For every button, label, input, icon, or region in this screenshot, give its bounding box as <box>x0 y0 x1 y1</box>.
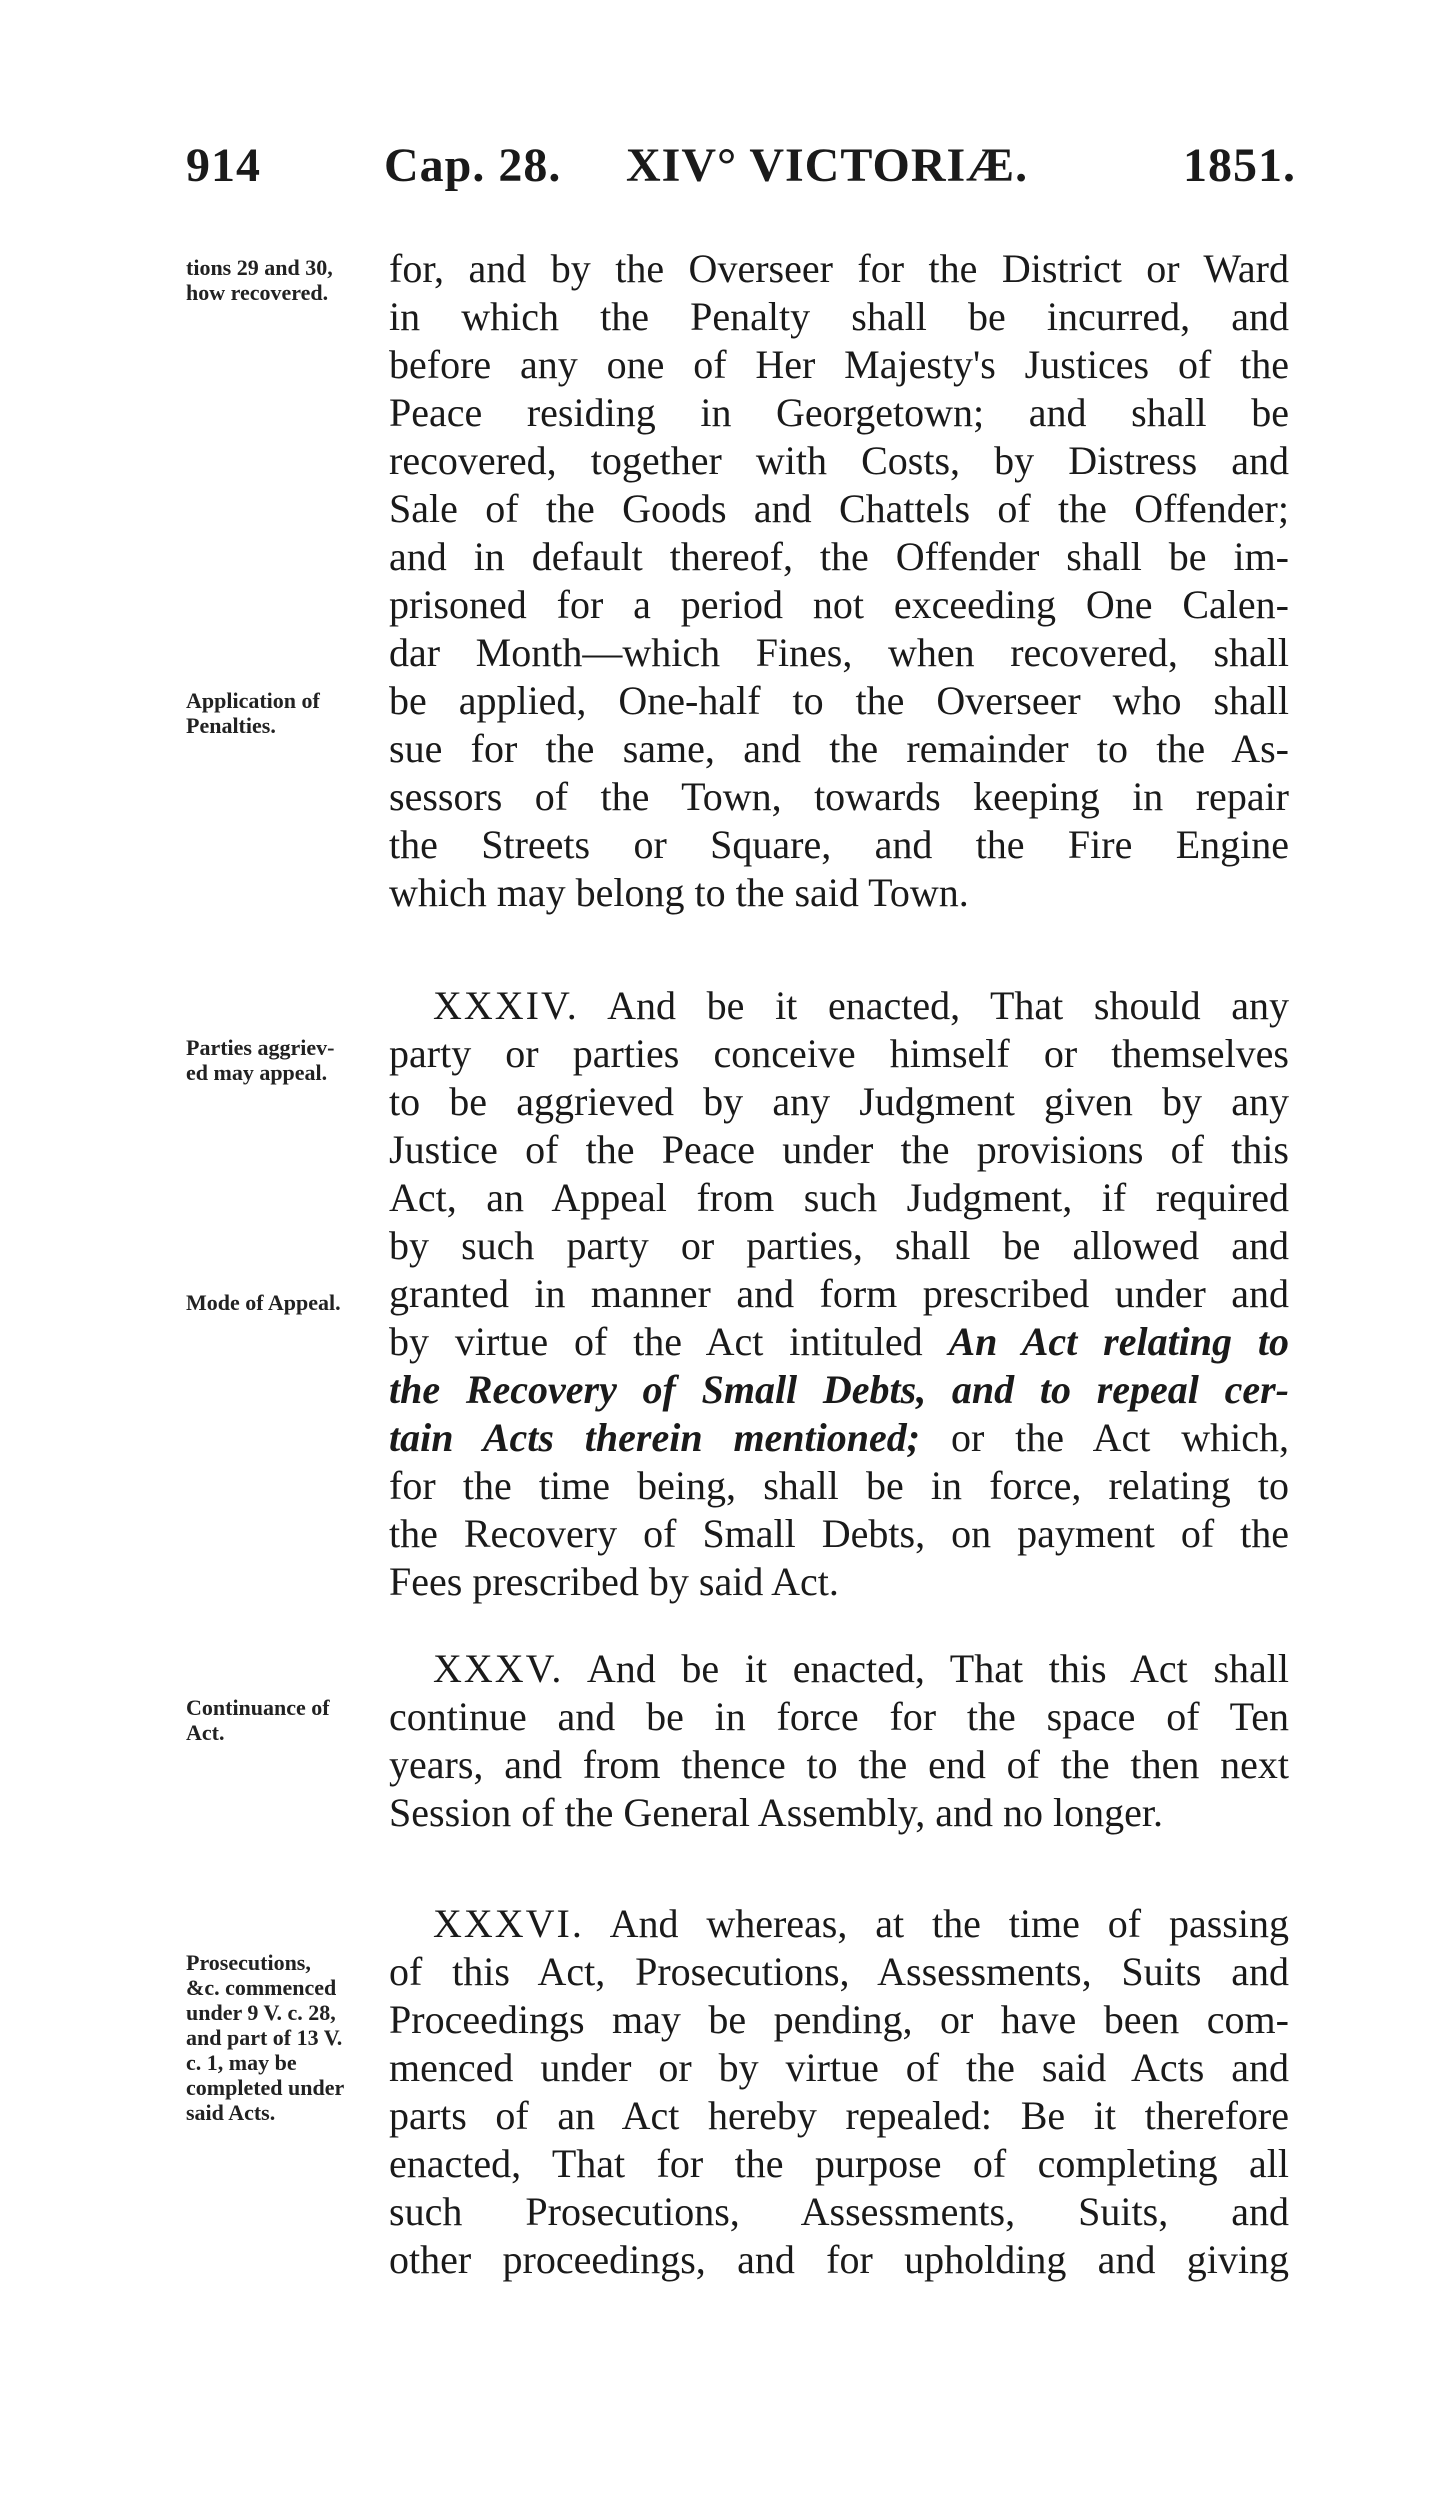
text-line: prisoned for a period not exceeding One Calen- <box>389 582 1289 627</box>
running-header <box>186 138 1296 208</box>
text-line: the Recovery of Small Debts, on payment of the <box>389 1511 1289 1556</box>
text-line: by such party or parties, shall be allowed and <box>389 1223 1289 1268</box>
text-line: Fees prescribed by said Act. <box>389 1559 839 1604</box>
text-line: by virtue of the Act intituled An Act relating to <box>389 1319 1290 1364</box>
section-first-line: XXXV. And be it enacted, That this Act shall <box>433 1646 1289 1691</box>
text-line: party or parties conceive himself or themselves <box>389 1031 1289 1076</box>
text-line: be applied, One-half to the Overseer who shall <box>389 678 1289 723</box>
text-line: for the time being, shall be in force, relating to <box>389 1463 1289 1508</box>
text-line: Justice of the Peace under the provisions of this <box>389 1127 1289 1172</box>
margin-note-application-of-penalties: Application of Penalties. <box>186 688 320 738</box>
text-line: before any one of Her Majesty's Justices of the <box>389 342 1289 387</box>
text-line: Act, an Appeal from such Judgment, if required <box>389 1175 1289 1220</box>
text-line: which may belong to the said Town. <box>389 870 969 915</box>
margin-note-recovery: tions 29 and 30, how recovered. <box>186 255 333 305</box>
margin-note-continuance: Continuance of Act. <box>186 1695 330 1745</box>
margin-note-mode-of-appeal: Mode of Appeal. <box>186 1290 341 1315</box>
act-title-italic: An Act relating to <box>948 1319 1290 1364</box>
text-line: continue and be in force for the space of Ten <box>389 1694 1289 1739</box>
text-line: such Prosecutions, Assessments, Suits, and <box>389 2189 1289 2234</box>
text-line: tain Acts therein mentioned; or the Act which, <box>389 1415 1289 1460</box>
section-xxxiv <box>389 982 1289 1606</box>
section-first-line: XXXIV. And be it enacted, That should any <box>433 983 1289 1028</box>
section-number: XXXVI. <box>433 1901 584 1946</box>
section-number: XXXV. <box>433 1646 564 1691</box>
page-number: 914 <box>186 139 261 192</box>
section-number: XXXIV. <box>433 983 579 1028</box>
text-line: dar Month—which Fines, when recovered, shall <box>389 630 1289 675</box>
text-line: to be aggrieved by any Judgment given by any <box>389 1079 1289 1124</box>
paragraph-continuation <box>389 245 1289 917</box>
text-line: Peace residing in Georgetown; and shall be <box>389 390 1289 435</box>
section-first-line: XXXVI. And whereas, at the time of passing <box>433 1901 1289 1946</box>
text-line: enacted, That for the purpose of completing all <box>389 2141 1289 2186</box>
text-line: recovered, together with Costs, by Distress and <box>389 438 1289 483</box>
text-line: parts of an Act hereby repealed: Be it therefore <box>389 2093 1289 2138</box>
header-year: 1851. <box>1183 139 1296 192</box>
text-line: other proceedings, and for upholding and giving <box>389 2237 1289 2282</box>
header-title: XIV° VICTORIÆ. <box>626 139 1029 192</box>
text-line: in which the Penalty shall be incurred, and <box>389 294 1289 339</box>
text-line: Session of the General Assembly, and no longer. <box>389 1790 1163 1835</box>
text-line: Proceedings may be pending, or have been com- <box>389 1997 1289 2042</box>
section-xxxvi <box>389 1900 1289 2284</box>
text-line: the Streets or Square, and the Fire Engine <box>389 822 1289 867</box>
text-line: sue for the same, and the remainder to the As- <box>389 726 1289 771</box>
text-line: sessors of the Town, towards keeping in repair <box>389 774 1289 819</box>
text-line: and in default thereof, the Offender shall be im- <box>389 534 1289 579</box>
text-line: years, and from thence to the end of the then next <box>389 1742 1289 1787</box>
text-line: menced under or by virtue of the said Acts and <box>389 2045 1289 2090</box>
text-line: Sale of the Goods and Chattels of the Offender; <box>389 486 1289 531</box>
section-xxxv <box>389 1645 1289 1837</box>
margin-note-prosecutions: Prosecutions, &c. commenced under 9 V. c. 28, and part of 13 V. c. 1, may be completed under said Acts. <box>186 1950 345 2125</box>
margin-note-parties-aggrieved: Parties aggriev- ed may appeal. <box>186 1035 335 1085</box>
text-line: for, and by the Overseer for the District or Ward <box>389 246 1289 291</box>
text-line: of this Act, Prosecutions, Assessments, Suits and <box>389 1949 1289 1994</box>
text-line: granted in manner and form prescribed under and <box>389 1271 1289 1316</box>
chapter-label: Cap. 28. <box>384 139 562 192</box>
text-line-italic: the Recovery of Small Debts, and to repeal cer- <box>389 1367 1289 1412</box>
